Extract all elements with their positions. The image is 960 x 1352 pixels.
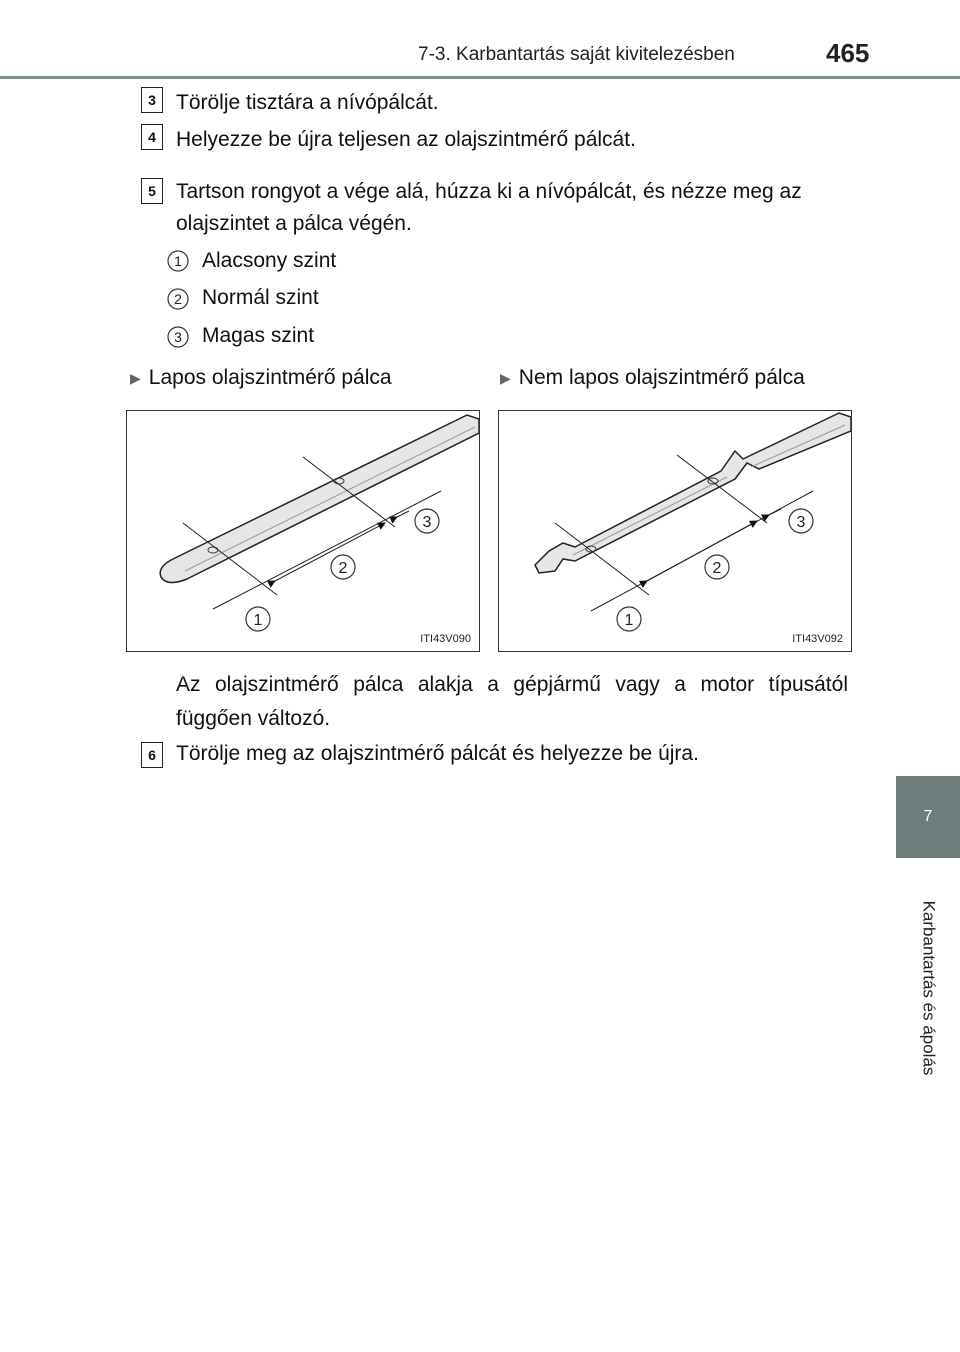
step-text: Helyezze be újra teljesen az olajszintmérő pálcát. (176, 128, 636, 151)
step-text: Törölje meg az olajszintmérő pálcát és helyezze be újra. (176, 742, 699, 765)
triangle-bullet-icon: ▶ (500, 369, 511, 386)
variant-flat-text: Lapos olajszintmérő pálca (148, 366, 392, 389)
circle-number-icon (167, 326, 189, 348)
step-number: 6 (141, 742, 163, 768)
circle-number-icon (167, 250, 189, 272)
variant-flat-label (130, 366, 392, 390)
svg-text:1: 1 (624, 612, 634, 629)
chapter-label (896, 858, 960, 1118)
step-number: 3 (141, 87, 163, 113)
step-number: 5 (141, 178, 163, 204)
level-text: Magas szint (202, 324, 315, 347)
nonflat-dipstick-figure (498, 410, 852, 652)
nonflat-dipstick-illustration (499, 411, 851, 651)
figure-code: ITI43V092 (792, 633, 843, 645)
level-number (167, 250, 189, 272)
header-divider (0, 76, 960, 79)
svg-text:3: 3 (796, 514, 806, 531)
step-text: Tartson rongyot a vége alá, húzza ki a nívópálcát, és nézze meg az olajszintet a pálca végén. (176, 180, 802, 235)
flat-dipstick-figure (126, 410, 480, 652)
page-number: 465 (826, 38, 870, 68)
svg-text:2: 2 (712, 560, 722, 577)
variant-nonflat-text: Nem lapos olajszintmérő pálca (518, 366, 805, 389)
level-text: Alacsony szint (202, 249, 337, 272)
level-text: Normál szint (202, 286, 319, 309)
triangle-bullet-icon: ▶ (130, 369, 141, 386)
chapter-label-text: Karbantartás és ápolás (919, 900, 938, 1076)
circle-number-icon (167, 288, 189, 310)
svg-text:2: 2 (174, 291, 182, 307)
flat-dipstick-illustration (127, 411, 479, 651)
svg-text:3: 3 (174, 329, 182, 345)
step-text: Törölje tisztára a nívópálcát. (176, 91, 439, 114)
note-text: Az olajszintmérő pálca alakja a gépjármű vagy a motor típusától függően változó. (176, 673, 848, 730)
chapter-tab: 7 (896, 776, 960, 858)
svg-text:1: 1 (174, 253, 182, 269)
svg-text:3: 3 (422, 514, 432, 531)
svg-text:1: 1 (253, 612, 263, 629)
variant-nonflat-label (500, 366, 805, 390)
level-number (167, 288, 189, 310)
step-number: 4 (141, 124, 163, 150)
svg-text:2: 2 (338, 560, 348, 577)
section-title: 7-3. Karbantartás saját kivitelezésben (418, 44, 735, 65)
figure-code: ITI43V090 (420, 633, 471, 645)
level-number (167, 326, 189, 348)
